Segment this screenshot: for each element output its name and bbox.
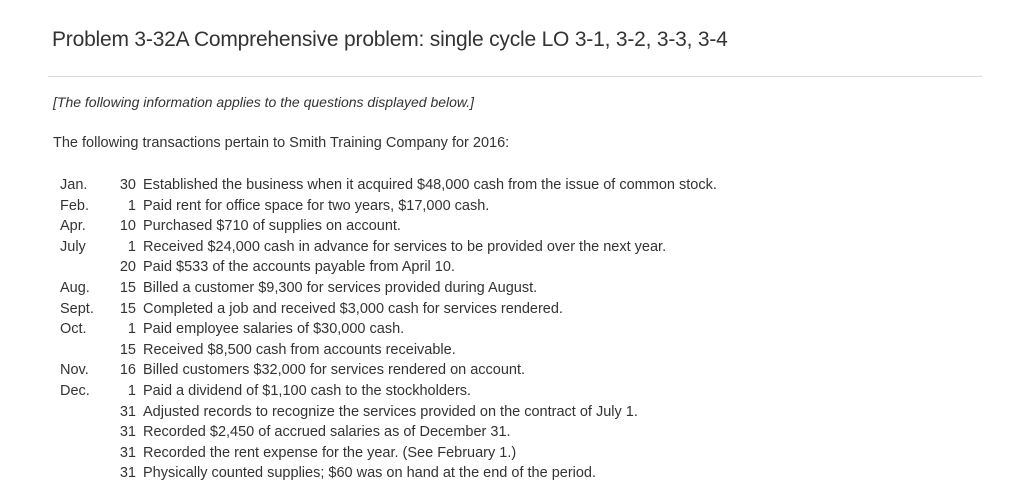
problem-title: Problem 3-32A Comprehensive problem: single cycle LO 3-1, 3-2, 3-3, 3-4 [52, 28, 728, 51]
transaction-month: Dec. [60, 382, 90, 399]
transaction-day: 15 [119, 341, 136, 358]
transaction-description: Paid employee salaries of $30,000 cash. [143, 321, 405, 338]
transaction-description: Completed a job and received $3,000 cash for services rendered. [143, 300, 563, 317]
transaction-description: Recorded the rent expense for the year. (See February 1.) [143, 444, 517, 461]
transaction-month: Jan. [60, 177, 88, 193]
transaction-day: 15 [119, 300, 136, 317]
transaction-day: 31 [119, 465, 136, 482]
transaction-description: Established the business when it acquired $48,000 cash from the issue of common stock. [143, 177, 717, 193]
transaction-month: Apr. [60, 218, 86, 235]
transaction-description: Adjusted records to recognize the services provided on the contract of July 1. [143, 403, 638, 420]
transaction-description: Received $24,000 cash in advance for services to be provided over the next year. [143, 238, 667, 255]
intro-text: The following transactions pertain to Smith Training Company for 2016: [53, 135, 510, 151]
info-note: [The following information applies to the questions displayed below.] [53, 94, 475, 110]
transaction-description: Billed customers $32,000 for services rendered on account. [143, 362, 526, 379]
transaction-month: Sept. [60, 300, 94, 317]
transaction-day: 31 [119, 444, 136, 461]
transaction-day: 10 [119, 218, 136, 235]
transaction-month: July [60, 238, 86, 255]
transaction-day: 31 [119, 424, 136, 441]
transaction-day: 16 [119, 362, 136, 379]
transaction-description: Received $8,500 cash from accounts receivable. [143, 341, 456, 358]
transaction-description: Recorded $2,450 of accrued salaries as of December 31. [143, 424, 511, 441]
title-divider [48, 76, 982, 77]
transaction-description: Paid $533 of the accounts payable from April 10. [143, 259, 455, 276]
transaction-description: Billed a customer $9,300 for services provided during August. [143, 279, 538, 296]
transaction-day: 15 [119, 279, 136, 296]
transaction-month: Feb. [60, 197, 90, 214]
transaction-day: 20 [119, 259, 136, 276]
transaction-day: 1 [127, 238, 136, 255]
transaction-day: 1 [127, 321, 136, 338]
transaction-day: 31 [119, 403, 136, 420]
transaction-day: 1 [127, 197, 136, 214]
transaction-description: Purchased $710 of supplies on account. [143, 218, 401, 235]
transaction-description: Paid rent for office space for two years, $17,000 cash. [143, 197, 490, 214]
transaction-day: 30 [119, 177, 136, 193]
transaction-day: 1 [127, 382, 136, 399]
transaction-description: Physically counted supplies; $60 was on hand at the end of the period. [143, 465, 597, 482]
transaction-month: Nov. [60, 362, 89, 379]
transaction-month: Aug. [60, 279, 90, 296]
transaction-description: Paid a dividend of $1,100 cash to the stockholders. [143, 382, 472, 399]
transaction-month: Oct. [60, 321, 87, 338]
